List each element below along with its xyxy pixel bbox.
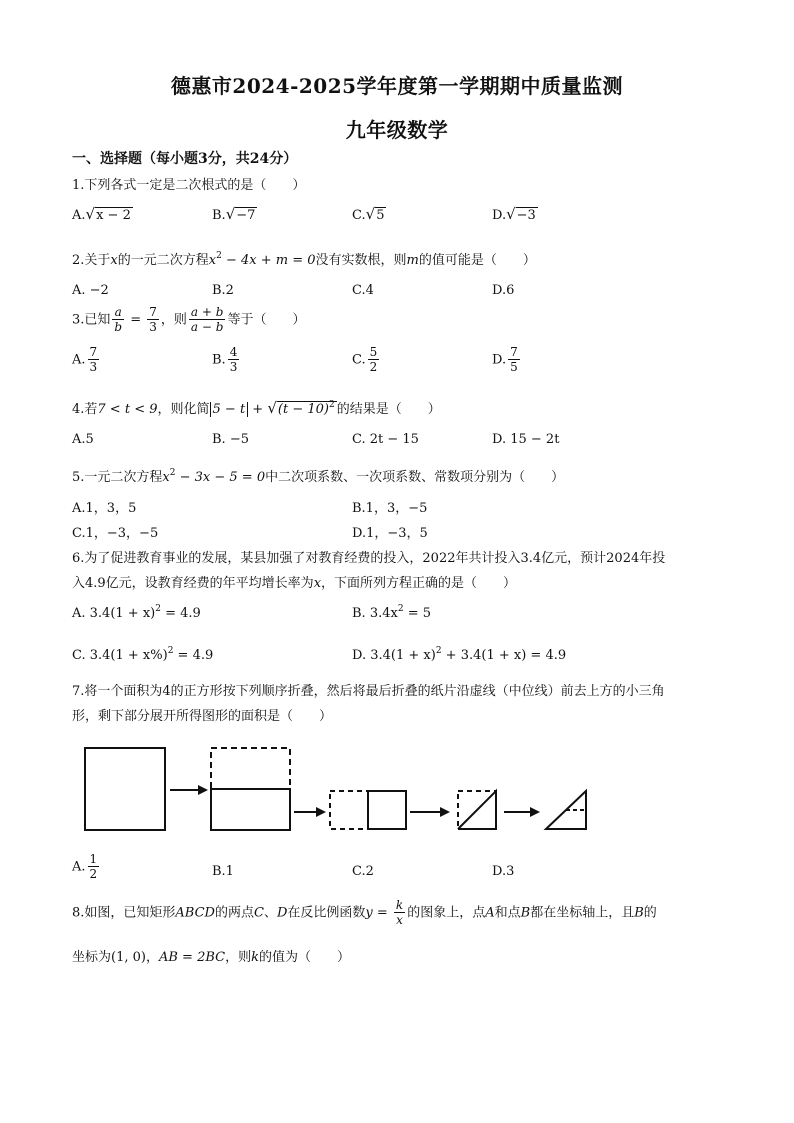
q4-option-a: A.5 (72, 432, 94, 447)
fig-fold-1-solid (211, 789, 290, 830)
fig-arrowhead-4 (530, 807, 540, 817)
fig-arrowhead-2 (316, 807, 326, 817)
fig-arrowhead-1 (198, 785, 208, 795)
q4-option-c: C. 2t − 15 (352, 432, 419, 447)
question-8-stem-line-2: 坐标为(1, 0)，AB = 2BC，则k的值为（ ） (72, 950, 351, 965)
q1-option-d: D.√−3 (492, 205, 536, 223)
q5-option-c: C.1，−3，−5 (72, 526, 159, 541)
fig-fold-3-solid (458, 791, 496, 829)
question-6-stem-line-2: 入4.9亿元，设教育经费的年平均增长率为x，下面所列方程正确的是（ ） (72, 576, 517, 591)
q1-option-c: C.√5 (352, 205, 385, 223)
fig-arrowhead-3 (440, 807, 450, 817)
q7-option-d: D.3 (492, 864, 515, 879)
question-2-stem: 2.关于x的一元二次方程$x^2 - 4x + m = 0$没有实数根，则m的值可能是（ ） (72, 251, 536, 268)
q5-option-a: A.1，3，5 (72, 501, 137, 516)
question-6-stem-line-1: 6.为了促进教育事业的发展，某县加强了对教育经费的投入，2022年共计投入3.4亿元，预计2024年投 (72, 551, 666, 566)
q6-option-c: C. $3.4(1 + x\%)^2 = 4.9$ (72, 646, 214, 663)
question-4-stem: 4.若7 < t < 9，则化简 $5 - t + √(t - 10)^2$ 的结果是（ ） (72, 399, 441, 417)
page-subtitle: 九年级数学 (345, 118, 449, 142)
q7-option-c: C.2 (352, 864, 374, 879)
q2-option-a: A. −2 (72, 283, 109, 298)
q3-option-d: D. $\frac{7}{5}$ (492, 345, 518, 375)
question-7-stem-line-2: 形，剩下部分展开所得图形的面积是（ ） (72, 709, 333, 724)
section-heading: 一、选择题（每小题3分，共24分） (72, 151, 298, 167)
q3-option-a: A. $\frac{7}{3}$ (72, 345, 98, 375)
q7-option-a: A. $\frac{1}{2}$ (72, 852, 98, 882)
q4-option-b: B. −5 (212, 432, 249, 447)
question-5-stem: 5.一元二次方程$x^2 - 3x - 5 = 0$中二次项系数、一次项系数、常数项分别为（ ） (72, 468, 565, 485)
q3-option-b: B. $\frac{4}{3}$ (212, 345, 238, 375)
page-title: 德惠市2024-2025学年度第一学期期中质量监测 (170, 74, 624, 98)
folding-diagram (72, 736, 602, 846)
q5-option-d: D.1，−3，5 (352, 526, 428, 541)
q2-option-c: C.4 (352, 283, 374, 298)
fig-fold-2-dashed (330, 791, 368, 829)
q2-option-d: D.6 (492, 283, 515, 298)
fig-fold-2-solid (368, 791, 406, 829)
fig-square (85, 748, 165, 830)
q6-option-b: B. $3.4x^2 = 5$ (352, 604, 431, 621)
question-1-stem: 1.下列各式一定是二次根式的是（ ） (72, 178, 306, 193)
q6-option-a: A. $3.4(1 + x)^2 = 4.9$ (72, 604, 201, 621)
question-3-stem: 3.已知 $\frac{a}{b}$ = $\frac{7}{3}$ ，则 $\frac{a + b}{a - b}$ 等于（ ） (72, 305, 306, 335)
q6-option-d: D. $3.4(1 + x)^2 + 3.4(1 + x) = 4.9$ (352, 646, 567, 663)
q1-option-b: B.√−7 (212, 205, 256, 223)
q4-option-d: D. 15 − 2t (492, 432, 560, 447)
fig-fold-1-dashed (211, 748, 290, 789)
q3-option-c: C. $\frac{5}{2}$ (352, 345, 378, 375)
q7-option-b: B.1 (212, 864, 234, 879)
question-7-stem-line-1: 7.将一个面积为4的正方形按下列顺序折叠，然后将最后折叠的纸片沿虚线（中位线）前去上方的小三角 (72, 684, 665, 699)
q1-option-a: A.√x − 2 (72, 205, 131, 223)
q2-option-b: B.2 (212, 283, 234, 298)
question-8-stem-line-1: 8.如图，已知矩形ABCD的两点C、D在反比例函数y = $\frac{k}{x}$ 的图象上，点A和点B都在坐标轴上，且B的 (72, 898, 657, 928)
q5-option-b: B.1，3，−5 (352, 501, 428, 516)
